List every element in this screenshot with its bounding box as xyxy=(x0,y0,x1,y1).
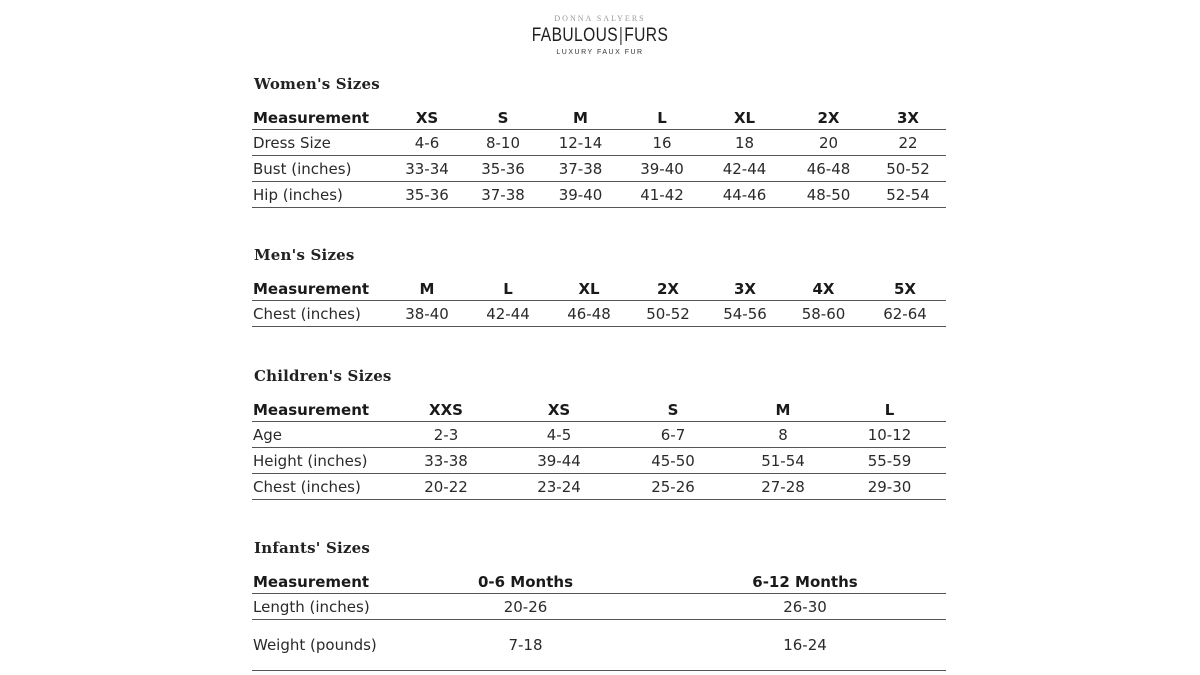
row-label: Dress Size xyxy=(253,133,331,152)
table-cell: 39-40 xyxy=(558,185,603,204)
table-cell: 27-28 xyxy=(761,477,805,496)
column-header: M xyxy=(419,279,435,298)
infants-sizes-title: Infants' Sizes xyxy=(254,539,371,557)
table-cell: 50-52 xyxy=(886,159,930,178)
column-header: XS xyxy=(547,400,571,419)
womens-sizes-title: Women's Sizes xyxy=(254,75,380,93)
table-row xyxy=(252,448,946,474)
table-cell: 38-40 xyxy=(405,304,449,323)
column-header: XS xyxy=(415,108,439,127)
column-header: XXS xyxy=(429,400,463,419)
logo-divider: | xyxy=(618,25,624,46)
table-cell: 33-34 xyxy=(405,159,449,178)
logo-tagline: LUXURY FAUX FUR xyxy=(556,49,644,56)
column-header: XL xyxy=(733,108,756,127)
table-cell: 51-54 xyxy=(761,451,805,470)
column-header: 2X xyxy=(656,279,679,298)
column-header: Measurement xyxy=(253,279,370,298)
table-cell: 45-50 xyxy=(651,451,695,470)
table-row xyxy=(252,422,946,448)
column-header: XL xyxy=(578,279,600,298)
table-row xyxy=(252,620,946,671)
table-cell: 25-26 xyxy=(651,477,695,496)
table-cell: 12-14 xyxy=(558,133,603,152)
table-cell: 54-56 xyxy=(723,304,767,323)
table-cell: 35-36 xyxy=(405,185,449,204)
table-cell: 20 xyxy=(818,133,839,152)
table-row xyxy=(252,182,946,208)
table-cell: 23-24 xyxy=(537,477,581,496)
column-header: 5X xyxy=(893,279,916,298)
column-header: 0-6 Months xyxy=(477,572,573,591)
column-header: 3X xyxy=(896,108,919,127)
row-label: Bust (inches) xyxy=(253,159,352,178)
row-label: Length (inches) xyxy=(253,597,370,616)
table-cell: 48-50 xyxy=(806,185,851,204)
table-row xyxy=(252,156,946,182)
table-cell: 35-36 xyxy=(481,159,525,178)
column-header: M xyxy=(775,400,791,419)
table-header-row xyxy=(252,106,946,130)
table-cell: 55-59 xyxy=(867,451,912,470)
table-cell: 8-10 xyxy=(485,133,521,152)
table-cell: 46-48 xyxy=(567,304,611,323)
table-cell: 22 xyxy=(898,133,918,152)
table-cell: 39-40 xyxy=(640,159,684,178)
table-cell: 16 xyxy=(652,133,672,152)
table-cell: 10-12 xyxy=(867,425,912,444)
table-row xyxy=(252,474,946,500)
logo-wordmark xyxy=(108,26,1092,48)
table-cell: 42-44 xyxy=(722,159,767,178)
table-cell: 29-30 xyxy=(867,477,912,496)
table-cell: 46-48 xyxy=(806,159,851,178)
table-cell: 26-30 xyxy=(783,597,827,616)
table-cell: 2-3 xyxy=(433,425,459,444)
table-header-row xyxy=(252,570,946,594)
row-label: Chest (inches) xyxy=(253,477,361,496)
column-header: 4X xyxy=(812,279,835,298)
row-label: Height (inches) xyxy=(253,451,368,470)
table-row xyxy=(252,301,946,327)
table-cell: 50-52 xyxy=(646,304,690,323)
table-cell: 4-6 xyxy=(414,133,440,152)
row-label: Age xyxy=(253,425,283,444)
table-cell: 37-38 xyxy=(481,185,525,204)
table-header-row xyxy=(252,398,946,422)
table-cell: 39-44 xyxy=(537,451,581,470)
column-header: S xyxy=(497,108,509,127)
table-cell: 52-54 xyxy=(886,185,930,204)
column-header: L xyxy=(884,400,895,419)
table-cell: 6-7 xyxy=(660,425,686,444)
table-cell: 44-46 xyxy=(722,185,767,204)
logo-word-right: FURS xyxy=(624,25,669,46)
table-cell: 4-5 xyxy=(546,425,572,444)
table-row xyxy=(252,130,946,156)
table-cell: 18 xyxy=(734,133,755,152)
column-header: S xyxy=(667,400,679,419)
logo-word-left: FABULOUS xyxy=(531,25,619,46)
table-cell: 20-22 xyxy=(424,477,468,496)
table-cell: 20-26 xyxy=(503,597,548,616)
table-cell: 8 xyxy=(778,425,788,444)
table-cell: 16-24 xyxy=(783,636,827,654)
table-cell: 37-38 xyxy=(558,159,603,178)
column-header: Measurement xyxy=(253,400,370,419)
column-header: 3X xyxy=(733,279,756,298)
table-cell: 58-60 xyxy=(801,304,846,323)
table-header-row xyxy=(252,277,946,301)
infants-size-table xyxy=(252,570,946,671)
column-header: Measurement xyxy=(253,108,370,127)
table-cell: 41-42 xyxy=(640,185,684,204)
column-header: L xyxy=(503,279,513,298)
childrens-size-table xyxy=(252,398,946,500)
column-header: M xyxy=(573,108,588,127)
table-cell: 33-38 xyxy=(424,451,468,470)
table-row xyxy=(252,594,946,620)
mens-size-table xyxy=(252,277,946,327)
row-label: Weight (pounds) xyxy=(253,635,377,654)
brand-logo xyxy=(0,15,1200,56)
row-label: Chest (inches) xyxy=(253,304,361,323)
table-cell: 62-64 xyxy=(883,304,927,323)
mens-sizes-title: Men's Sizes xyxy=(254,246,355,264)
table-cell: 7-18 xyxy=(508,636,543,654)
column-header: 6-12 Months xyxy=(752,572,858,591)
logo-top-text: DONNA SALYERS xyxy=(554,14,646,23)
womens-size-table xyxy=(252,106,946,208)
table-cell: 42-44 xyxy=(486,304,530,323)
column-header: Measurement xyxy=(253,572,370,591)
row-label: Hip (inches) xyxy=(253,185,343,204)
column-header: 2X xyxy=(817,108,840,127)
childrens-sizes-title: Children's Sizes xyxy=(254,367,392,385)
column-header: L xyxy=(657,108,667,127)
